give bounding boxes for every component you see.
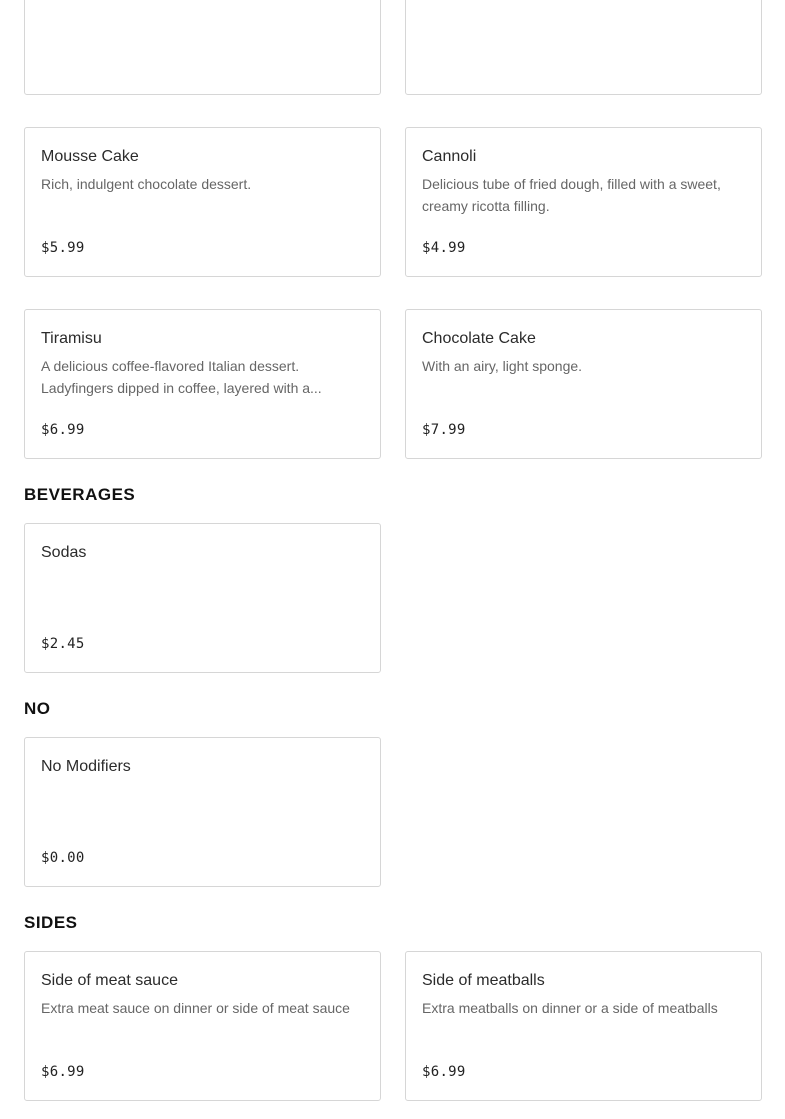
menu-item-card[interactable] — [24, 737, 381, 887]
menu-item-card[interactable] — [24, 0, 381, 95]
section-title-beverages: BEVERAGES — [24, 485, 136, 504]
menu-item-card[interactable] — [24, 127, 381, 277]
menu-item-card[interactable] — [24, 523, 381, 673]
item-name: Cannoli — [422, 148, 477, 165]
item-name: Chocolate Cake — [422, 330, 536, 347]
item-price: $4.99 — [422, 240, 466, 256]
item-price: $6.99 — [422, 1064, 466, 1080]
menu-item-card[interactable] — [405, 309, 762, 459]
item-price: $2.45 — [41, 636, 85, 652]
section-title-no: NO — [24, 699, 51, 718]
item-price: $6.99 — [41, 1064, 85, 1080]
menu-item-card[interactable] — [24, 309, 381, 459]
item-name: Tiramisu — [41, 330, 102, 347]
item-name: Sodas — [41, 544, 87, 561]
item-price: $5.99 — [41, 240, 85, 256]
item-description: Rich, indulgent chocolate dessert. — [41, 176, 252, 192]
item-description: Extra meatballs on dinner or a side of meatballs — [422, 1000, 718, 1016]
item-description: Extra meat sauce on dinner or side of meat sauce — [41, 1000, 350, 1016]
item-price: $6.99 — [41, 422, 85, 438]
item-name: Side of meat sauce — [41, 972, 178, 989]
menu-item-card[interactable] — [24, 951, 381, 1101]
menu-item-card[interactable] — [405, 951, 762, 1101]
item-description: A delicious coffee-flavored Italian dessert. Ladyfingers dipped in coffee, layered with a... — [41, 358, 322, 396]
item-name: Side of meatballs — [422, 972, 545, 989]
menu-item-card[interactable] — [405, 127, 762, 277]
section-title-sides: SIDES — [24, 913, 78, 932]
item-description: With an airy, light sponge. — [422, 358, 583, 374]
item-price: $0.00 — [41, 850, 85, 866]
menu-item-card[interactable] — [405, 0, 762, 95]
item-name: No Modifiers — [41, 758, 131, 775]
item-price: $7.99 — [422, 422, 466, 438]
item-description: Delicious tube of fried dough, filled with a sweet, creamy ricotta filling. — [422, 176, 721, 214]
item-name: Mousse Cake — [41, 148, 139, 165]
